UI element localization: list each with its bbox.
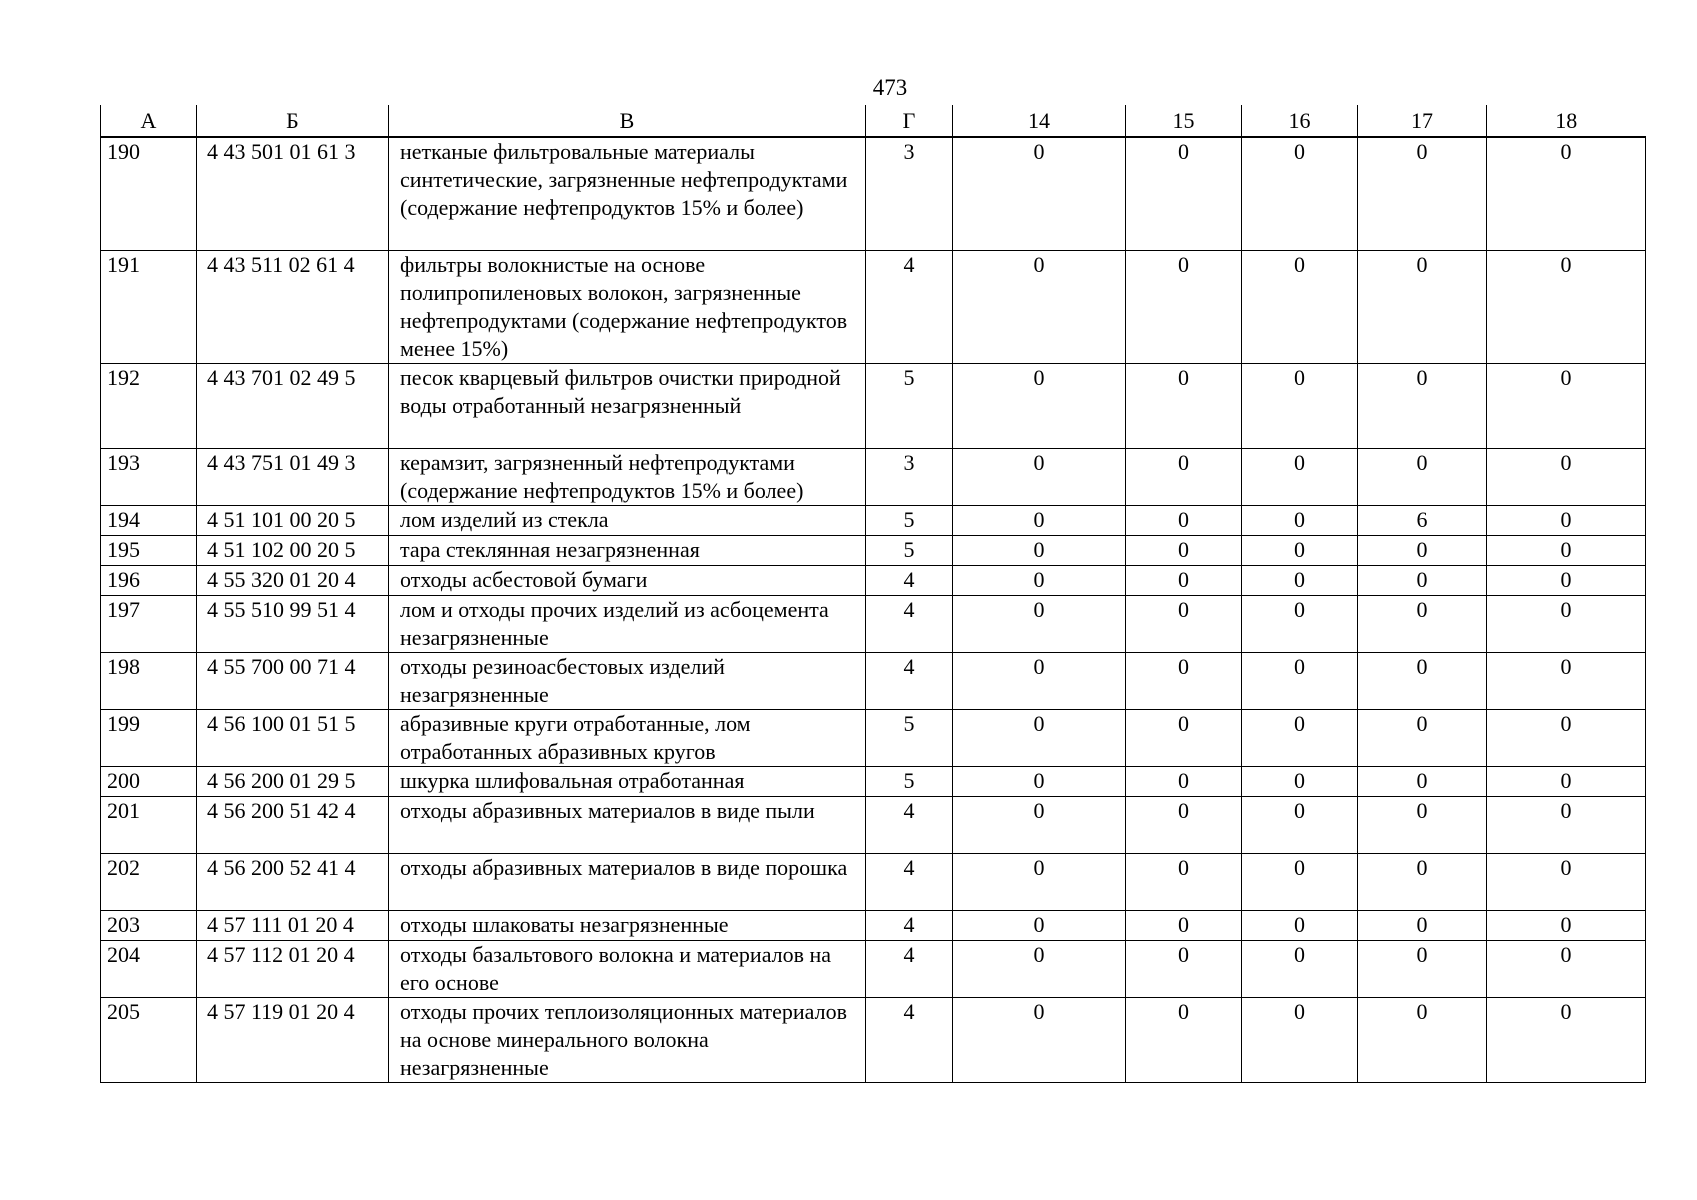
waste-registry-table xyxy=(100,105,1646,1083)
column-15-cell: 0 xyxy=(1126,251,1242,364)
waste-name-cell: отходы прочих теплоизоляционных материалов на основе минерального волокна незагрязненные xyxy=(389,998,866,1083)
column-15-cell: 0 xyxy=(1126,710,1242,767)
hazard-class-cell: 5 xyxy=(866,536,953,566)
column-16-cell: 0 xyxy=(1242,137,1358,251)
waste-code-cell: 4 43 511 02 61 4 xyxy=(197,251,389,364)
column-18-cell: 0 xyxy=(1487,536,1646,566)
column-18-cell: 0 xyxy=(1487,596,1646,653)
column-15-cell: 0 xyxy=(1126,506,1242,536)
column-18-cell: 0 xyxy=(1487,911,1646,941)
column-15-cell: 0 xyxy=(1126,998,1242,1083)
row-number-cell: 202 xyxy=(101,854,197,911)
column-18-cell: 0 xyxy=(1487,998,1646,1083)
column-17-cell: 0 xyxy=(1358,137,1487,251)
column-17-cell: 0 xyxy=(1358,566,1487,596)
row-number-cell: 198 xyxy=(101,653,197,710)
row-number-cell: 199 xyxy=(101,710,197,767)
column-14-cell: 0 xyxy=(953,364,1126,449)
hazard-class-cell: 3 xyxy=(866,449,953,506)
column-18-cell: 0 xyxy=(1487,449,1646,506)
column-18-cell: 0 xyxy=(1487,566,1646,596)
column-14-cell: 0 xyxy=(953,854,1126,911)
waste-code-cell: 4 43 751 01 49 3 xyxy=(197,449,389,506)
row-number-cell: 204 xyxy=(101,941,197,998)
column-14-cell: 0 xyxy=(953,998,1126,1083)
table-row xyxy=(101,364,1646,449)
row-number-cell: 203 xyxy=(101,911,197,941)
column-14-cell: 0 xyxy=(953,797,1126,854)
column-16-cell: 0 xyxy=(1242,449,1358,506)
column-17-cell: 6 xyxy=(1358,506,1487,536)
header-cell-14: 14 xyxy=(953,105,1126,137)
hazard-class-cell: 3 xyxy=(866,137,953,251)
column-16-cell: 0 xyxy=(1242,653,1358,710)
table-row xyxy=(101,710,1646,767)
column-17-cell: 0 xyxy=(1358,854,1487,911)
header-cell-v: В xyxy=(389,105,866,137)
column-17-cell: 0 xyxy=(1358,653,1487,710)
waste-code-cell: 4 57 119 01 20 4 xyxy=(197,998,389,1083)
table-row xyxy=(101,536,1646,566)
column-17-cell: 0 xyxy=(1358,251,1487,364)
hazard-class-cell: 5 xyxy=(866,710,953,767)
waste-name-cell: абразивные круги отработанные, лом отработанных абразивных кругов xyxy=(389,710,866,767)
table-row xyxy=(101,797,1646,854)
waste-name-cell: тара стеклянная незагрязненная xyxy=(389,536,866,566)
table-row xyxy=(101,767,1646,797)
column-16-cell: 0 xyxy=(1242,596,1358,653)
hazard-class-cell: 4 xyxy=(866,653,953,710)
column-14-cell: 0 xyxy=(953,449,1126,506)
column-14-cell: 0 xyxy=(953,911,1126,941)
waste-code-cell: 4 56 200 01 29 5 xyxy=(197,767,389,797)
hazard-class-cell: 4 xyxy=(866,911,953,941)
column-16-cell: 0 xyxy=(1242,506,1358,536)
column-15-cell: 0 xyxy=(1126,566,1242,596)
row-number-cell: 197 xyxy=(101,596,197,653)
header-cell-18: 18 xyxy=(1487,105,1646,137)
column-15-cell: 0 xyxy=(1126,854,1242,911)
header-row xyxy=(101,105,1646,137)
row-number-cell: 196 xyxy=(101,566,197,596)
column-18-cell: 0 xyxy=(1487,941,1646,998)
hazard-class-cell: 4 xyxy=(866,941,953,998)
column-16-cell: 0 xyxy=(1242,536,1358,566)
waste-name-cell: отходы асбестовой бумаги xyxy=(389,566,866,596)
column-17-cell: 0 xyxy=(1358,596,1487,653)
hazard-class-cell: 4 xyxy=(866,998,953,1083)
waste-code-cell: 4 56 200 52 41 4 xyxy=(197,854,389,911)
column-17-cell: 0 xyxy=(1358,998,1487,1083)
waste-name-cell: отходы шлаковаты незагрязненные xyxy=(389,911,866,941)
hazard-class-cell: 4 xyxy=(866,596,953,653)
column-16-cell: 0 xyxy=(1242,566,1358,596)
waste-name-cell: лом изделий из стекла xyxy=(389,506,866,536)
waste-name-cell: фильтры волокнистые на основе полипропиленовых волокон, загрязненные нефтепродуктами (содержание нефтепродуктов менее 15%) xyxy=(389,251,866,364)
column-16-cell: 0 xyxy=(1242,797,1358,854)
waste-name-cell: отходы абразивных материалов в виде пыли xyxy=(389,797,866,854)
column-16-cell: 0 xyxy=(1242,767,1358,797)
column-14-cell: 0 xyxy=(953,566,1126,596)
column-17-cell: 0 xyxy=(1358,536,1487,566)
table-row xyxy=(101,998,1646,1083)
row-number-cell: 200 xyxy=(101,767,197,797)
column-15-cell: 0 xyxy=(1126,536,1242,566)
header-cell-b: Б xyxy=(197,105,389,137)
column-16-cell: 0 xyxy=(1242,911,1358,941)
column-17-cell: 0 xyxy=(1358,364,1487,449)
waste-code-cell: 4 57 112 01 20 4 xyxy=(197,941,389,998)
column-15-cell: 0 xyxy=(1126,767,1242,797)
row-number-cell: 190 xyxy=(101,137,197,251)
row-number-cell: 194 xyxy=(101,506,197,536)
column-18-cell: 0 xyxy=(1487,854,1646,911)
hazard-class-cell: 5 xyxy=(866,767,953,797)
column-14-cell: 0 xyxy=(953,767,1126,797)
waste-code-cell: 4 43 701 02 49 5 xyxy=(197,364,389,449)
table-row xyxy=(101,911,1646,941)
column-15-cell: 0 xyxy=(1126,364,1242,449)
column-16-cell: 0 xyxy=(1242,251,1358,364)
column-18-cell: 0 xyxy=(1487,653,1646,710)
waste-code-cell: 4 55 510 99 51 4 xyxy=(197,596,389,653)
row-number-cell: 192 xyxy=(101,364,197,449)
column-18-cell: 0 xyxy=(1487,364,1646,449)
column-16-cell: 0 xyxy=(1242,364,1358,449)
table-row xyxy=(101,566,1646,596)
table-row xyxy=(101,137,1646,251)
column-15-cell: 0 xyxy=(1126,449,1242,506)
column-16-cell: 0 xyxy=(1242,710,1358,767)
waste-code-cell: 4 51 102 00 20 5 xyxy=(197,536,389,566)
column-16-cell: 0 xyxy=(1242,854,1358,911)
column-15-cell: 0 xyxy=(1126,653,1242,710)
table-body xyxy=(101,137,1646,1083)
column-18-cell: 0 xyxy=(1487,767,1646,797)
waste-name-cell: отходы базальтового волокна и материалов на его основе xyxy=(389,941,866,998)
column-17-cell: 0 xyxy=(1358,449,1487,506)
column-15-cell: 0 xyxy=(1126,596,1242,653)
header-cell-17: 17 xyxy=(1358,105,1487,137)
header-cell-g: Г xyxy=(866,105,953,137)
column-14-cell: 0 xyxy=(953,506,1126,536)
column-16-cell: 0 xyxy=(1242,998,1358,1083)
column-18-cell: 0 xyxy=(1487,797,1646,854)
table-row xyxy=(101,251,1646,364)
table-row xyxy=(101,653,1646,710)
column-15-cell: 0 xyxy=(1126,137,1242,251)
header-cell-15: 15 xyxy=(1126,105,1242,137)
header-cell-16: 16 xyxy=(1242,105,1358,137)
column-18-cell: 0 xyxy=(1487,506,1646,536)
table-row xyxy=(101,506,1646,536)
waste-code-cell: 4 56 200 51 42 4 xyxy=(197,797,389,854)
waste-code-cell: 4 55 700 00 71 4 xyxy=(197,653,389,710)
hazard-class-cell: 5 xyxy=(866,364,953,449)
column-14-cell: 0 xyxy=(953,941,1126,998)
waste-name-cell: керамзит, загрязненный нефтепродуктами (содержание нефтепродуктов 15% и более) xyxy=(389,449,866,506)
table-row xyxy=(101,449,1646,506)
waste-name-cell: отходы резиноасбестовых изделий незагрязненные xyxy=(389,653,866,710)
waste-code-cell: 4 56 100 01 51 5 xyxy=(197,710,389,767)
table-row xyxy=(101,941,1646,998)
column-15-cell: 0 xyxy=(1126,941,1242,998)
hazard-class-cell: 4 xyxy=(866,854,953,911)
header-cell-a: А xyxy=(101,105,197,137)
waste-name-cell: песок кварцевый фильтров очистки природной воды отработанный незагрязненный xyxy=(389,364,866,449)
waste-name-cell: шкурка шлифовальная отработанная xyxy=(389,767,866,797)
column-14-cell: 0 xyxy=(953,653,1126,710)
waste-code-cell: 4 51 101 00 20 5 xyxy=(197,506,389,536)
waste-code-cell: 4 43 501 01 61 3 xyxy=(197,137,389,251)
column-14-cell: 0 xyxy=(953,251,1126,364)
waste-code-cell: 4 57 111 01 20 4 xyxy=(197,911,389,941)
waste-code-cell: 4 55 320 01 20 4 xyxy=(197,566,389,596)
column-18-cell: 0 xyxy=(1487,710,1646,767)
column-18-cell: 0 xyxy=(1487,137,1646,251)
column-17-cell: 0 xyxy=(1358,767,1487,797)
table-row xyxy=(101,854,1646,911)
column-17-cell: 0 xyxy=(1358,911,1487,941)
row-number-cell: 201 xyxy=(101,797,197,854)
column-14-cell: 0 xyxy=(953,596,1126,653)
hazard-class-cell: 5 xyxy=(866,506,953,536)
hazard-class-cell: 4 xyxy=(866,566,953,596)
row-number-cell: 195 xyxy=(101,536,197,566)
column-15-cell: 0 xyxy=(1126,911,1242,941)
column-17-cell: 0 xyxy=(1358,941,1487,998)
row-number-cell: 191 xyxy=(101,251,197,364)
page-number: 473 xyxy=(872,75,908,100)
waste-name-cell: нетканые фильтровальные материалы синтетические, загрязненные нефтепродуктами (содержание нефтепродуктов 15% и более) xyxy=(389,137,866,251)
column-16-cell: 0 xyxy=(1242,941,1358,998)
waste-name-cell: лом и отходы прочих изделий из асбоцемента незагрязненные xyxy=(389,596,866,653)
row-number-cell: 193 xyxy=(101,449,197,506)
column-15-cell: 0 xyxy=(1126,797,1242,854)
column-18-cell: 0 xyxy=(1487,251,1646,364)
table-row xyxy=(101,596,1646,653)
hazard-class-cell: 4 xyxy=(866,797,953,854)
row-number-cell: 205 xyxy=(101,998,197,1083)
waste-name-cell: отходы абразивных материалов в виде порошка xyxy=(389,854,866,911)
column-17-cell: 0 xyxy=(1358,710,1487,767)
hazard-class-cell: 4 xyxy=(866,251,953,364)
column-14-cell: 0 xyxy=(953,536,1126,566)
column-14-cell: 0 xyxy=(953,137,1126,251)
column-14-cell: 0 xyxy=(953,710,1126,767)
column-17-cell: 0 xyxy=(1358,797,1487,854)
